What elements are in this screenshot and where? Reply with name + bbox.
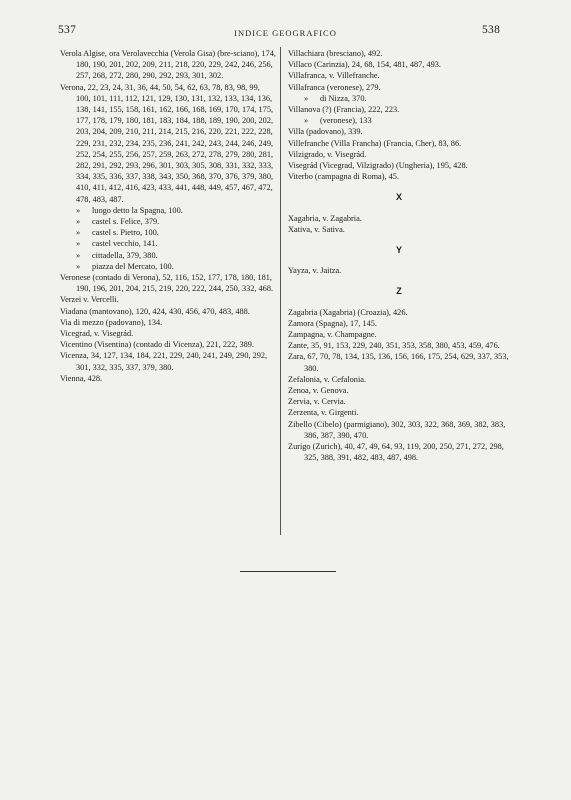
running-title: INDICE GEOGRAFICO: [234, 28, 337, 38]
index-entry: Zamora (Spagna), 17, 145.: [288, 318, 377, 328]
ditto-mark: »: [76, 228, 81, 238]
index-entry: Vilzigrado, v. Visegrád.: [288, 149, 367, 159]
subentry-text: luogo detto la Spagna, 100.: [92, 205, 183, 215]
index-subentry: [60, 238, 276, 249]
index-entry: Villachiara (bresciano), 492.: [288, 49, 383, 58]
subentry-text: castel s. Pietro, 100.: [92, 228, 159, 238]
ditto-mark: »: [76, 239, 81, 249]
index-subentry: [60, 250, 276, 261]
index-entry: Villaco (Carinzia), 24, 68, 154, 481, 487, 493.: [288, 60, 441, 70]
ditto-mark: »: [304, 93, 309, 103]
subentry-text: piazza del Mercato, 100.: [92, 261, 174, 271]
page-number-left: 537: [58, 24, 77, 36]
index-column-right: [288, 48, 510, 464]
index-column-left: [60, 48, 276, 384]
index-entry: Zagabria (Xagabria) (Croazia), 426.: [288, 307, 408, 317]
index-entry: Yayza, v. Jaitza.: [288, 266, 342, 276]
index-entry: Villefranche (Villa Francha) (Francia, Cher), 83, 86.: [288, 138, 462, 148]
index-entry: Xativa, v. Sativa.: [288, 224, 345, 234]
index-entry: Zampagna, v. Champagne.: [288, 330, 377, 340]
index-subentry: [60, 261, 276, 272]
index-entry: Zara, 67, 70, 78, 134, 135, 136, 156, 166, 175, 254, 629, 337, 353, 380.: [288, 352, 509, 373]
ditto-mark: »: [76, 217, 81, 227]
end-rule: [240, 571, 336, 572]
subentry-text: castel vecchio, 141.: [92, 239, 158, 249]
index-subentry: [60, 216, 276, 227]
section-letter: Y: [395, 245, 402, 256]
subentry-text: (veronese), 133: [320, 116, 372, 126]
index-subentry: [288, 115, 510, 126]
index-entry: Via di mezzo (padovano), 134.: [60, 317, 163, 327]
index-entry: Verzei v. Vercelli.: [60, 295, 119, 305]
index-entry: Veronese (contado di Verona), 52, 116, 152, 177, 178, 180, 181, 190, 196, 201, 204, 215, 219, 220, 222, 244, 250, 332, 468.: [60, 273, 274, 294]
index-entry: Verola Algise, ora Verolavecchia (Verola Gisa) (bre-sciano), 174, 180, 190, 201, 202, 209, 211, 218, 220, 229, 242, 246, 256, 257, 268, 272, 280, 290, 292, 293, 301, 302.: [60, 49, 276, 81]
index-subentry: [60, 205, 276, 216]
index-entry: Zervia, v. Cervia.: [288, 397, 346, 407]
index-entry: Villafranca (veronese), 279.: [288, 82, 381, 92]
ditto-mark: »: [304, 116, 309, 126]
index-subentry: [288, 93, 510, 104]
index-subentry: [60, 227, 276, 238]
index-entry: Xagabria, v. Zagabria.: [288, 213, 362, 223]
index-entry: Viterbo (campagna di Roma), 45.: [288, 172, 400, 182]
index-entry: Villa (padovano), 339.: [288, 127, 363, 137]
section-letter: X: [395, 192, 402, 203]
subentry-text: cittadella, 379, 380.: [92, 250, 158, 260]
ditto-mark: »: [76, 250, 81, 260]
index-entry: Viadana (mantovano), 120, 424, 430, 456, 470, 483, 488.: [60, 306, 250, 316]
index-entry: Zenoa, v. Genova.: [288, 386, 349, 396]
section-letter: Z: [396, 286, 402, 297]
index-entry: Vicegrad, v. Visegrád.: [60, 329, 134, 339]
index-entry: Villanova (?) (Francia), 222, 223.: [288, 105, 400, 115]
subentry-text: castel s. Felice, 379.: [92, 217, 160, 227]
index-entry: Vicenza, 34, 127, 134, 184, 221, 229, 240, 241, 249, 290, 292, 301, 332, 335, 337, 379, 380.: [60, 351, 268, 372]
index-entry: Zurigo (Zurich), 40, 47, 49, 64, 93, 119, 200, 250, 271, 272, 298, 325, 388, 391, 482, 483, 487, 498.: [288, 442, 504, 463]
index-entry: Verona, 22, 23, 24, 31, 36, 44, 50, 54, 62, 63, 78, 83, 98, 99, 100, 101, 111, 112, 121, 129, 130, 131, 132, 133, 134, 136, 138, 141, 155, 158, 161, 162, 166, 168, 169, 170, 174, 175, 177, 178, 179, 180, 181, 183, 184, 188, 189, 190, 200, 202, 203, 204, 209, 210, 211, 214, 215, 216, 220, 221, 222, 228, 229, 231, 232, 234, 235, 236, 241, 242, 243, 244, 246, 249, 252, 254, 255, 256, 257, 259, 263, 272, 278, 279, 280, 281, 282, 291, 292, 293, 296, 301, 303, 305, 308, 331, 332, 333, 334, 335, 336, 337, 338, 343, 350, 368, 370, 376, 379, 380, 410, 411, 412, 416, 423, 433, 441, 448, 449, 457, 467, 472, 478, 483, 487.: [60, 82, 274, 204]
index-entry: Zefalonia, v. Cefalonia.: [288, 374, 367, 384]
ditto-mark: »: [76, 261, 81, 271]
index-entry: Zibello (Cibelo) (parmigiano), 302, 303, 322, 368, 369, 382, 383, 386, 387, 390, 470.: [288, 419, 506, 440]
ditto-mark: »: [76, 205, 81, 215]
index-entry: Vicentino (Visentina) (contado di Vicenza), 221, 222, 389.: [60, 340, 254, 350]
subentry-text: di Nizza, 370.: [320, 93, 367, 103]
index-entry: Zante, 35, 91, 153, 229, 240, 351, 353, 358, 380, 453, 459, 476.: [288, 341, 500, 351]
column-divider: [280, 47, 281, 535]
page-number-right: 538: [482, 24, 501, 36]
index-entry: Zerzenta, v. Girgenti.: [288, 408, 359, 418]
index-entry: Visegrád (Vicegrad, Vilzigrado) (Ungheria), 195, 428.: [288, 161, 468, 171]
index-entry: Villafranca, v. Villefranche.: [288, 71, 380, 81]
index-entry: Vienna, 428.: [60, 373, 103, 383]
